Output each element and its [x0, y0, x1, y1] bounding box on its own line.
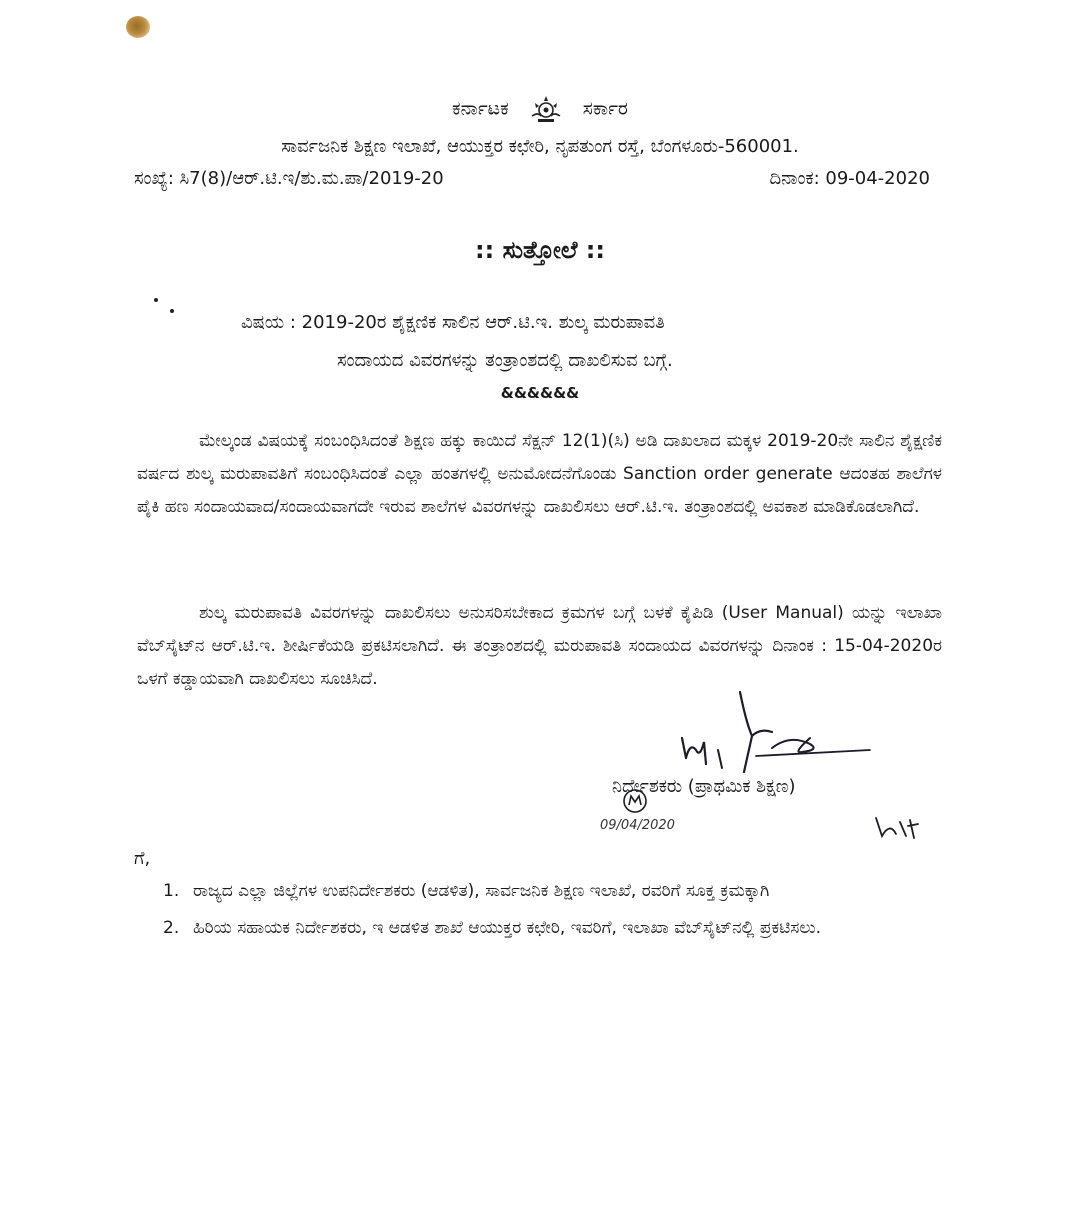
subject-line-2: ಸಂದಾಯದ ವಿವರಗಳನ್ನು ತಂತ್ರಾಂಶದಲ್ಲಿ ದಾಖಲಿಸುವ ಬಗ್ಗೆ.	[337, 350, 673, 371]
list-item-text: ಹಿರಿಯ ಸಹಾಯಕ ನಿರ್ದೇಶಕರು, ಇ ಆಡಳಿತ ಶಾಖೆ ಆಯುಕ್ತರ ಕಛೇರಿ, ಇವರಿಗೆ, ಇಲಾಖಾ ವೆಬ್‌ಸೈಟ್‌ನಲ್ಲಿ ಪ್ರಕಟಿಸಲು.	[193, 918, 822, 938]
signatory-title: ನಿರ್ದೇಶಕರು (ಪ್ರಾಥಮಿಕ ಶಿಕ್ಷಣ)	[612, 776, 796, 797]
gov-right-text: ಸರ್ಕಾರ	[582, 97, 628, 120]
body-paragraph-2: ಶುಲ್ಕ ಮರುಪಾವತಿ ವಿವರಗಳನ್ನು ದಾಖಲಿಸಲು ಅನುಸರಿಸಬೇಕಾದ ಕ್ರಮಗಳ ಬಗ್ಗೆ ಬಳಕೆ ಕೈಪಿಡಿ (User Manual) ಯನ್ನು ಇಲಾಖಾ ವೆಬ್‌ಸೈಟ್‌ನ ಆರ್.ಟಿ.ಇ. ಶೀರ್ಷಿಕೆಯಡಿ ಪ್ರಕಟಿಸಲಾಗಿದೆ. ಈ ತಂತ್ರಾಂಶದಲ್ಲಿ ಮರುಪಾವತಿ ಸಂದಾಯದ ವಿವರಗಳನ್ನು ದಿನಾಂಕ : 15-04-2020ರ ಒಳಗೆ ಕಡ್ಡಾಯವಾಗಿ ದಾಖಲಿಸಲು ಸೂಚಿಸಿದೆ.	[137, 603, 942, 689]
karnataka-emblem-icon	[529, 94, 563, 124]
list-item-number: 1.	[163, 881, 180, 901]
office-address: ಸಾರ್ವಜನಿಕ ಶಿಕ್ಷಣ ಇಲಾಖೆ, ಆಯುಕ್ತರ ಕಛೇರಿ, ನೃಪತುಂಗ ರಸ್ತೆ, ಬೆಂಗಳೂರು-560001.	[281, 136, 799, 157]
circular-title: :: ಸುತ್ತೋಲೆ ::	[475, 236, 605, 264]
reference-number: ಸಂಖ್ಯೆ: ಸಿ7(8)/ಆರ್.ಟಿ.ಇ/ಶು.ಮ.ಪಾ/2019-20	[134, 168, 444, 189]
list-item	[163, 875, 943, 908]
signature-date: 09/04/2020	[600, 818, 675, 833]
handwritten-initials	[872, 812, 922, 842]
gov-left-text: ಕರ್ನಾಟಕ	[452, 97, 509, 120]
section-separator: &&&&&&	[500, 384, 580, 402]
paper-stain	[126, 16, 150, 38]
handwritten-signature	[660, 672, 890, 782]
body-paragraph-1: ಮೇಲ್ಕಂಡ ವಿಷಯಕ್ಕೆ ಸಂಬಂಧಿಸಿದಂತೆ ಶಿಕ್ಷಣ ಹಕ್ಕು ಕಾಯಿದೆ ಸೆಕ್ಷನ್ 12(1)(ಸಿ) ಅಡಿ ದಾಖಲಾದ ಮಕ್ಕಳ 2019-20ನೇ ಸಾಲಿನ ಶೈಕ್ಷಣಿಕ ವರ್ಷದ ಶುಲ್ಕ ಮರುಪಾವತಿಗೆ ಸಂಬಂಧಿಸಿದಂತೆ ಎಲ್ಲಾ ಹಂತಗಳಲ್ಲಿ ಅನುಮೋದನೆಗೊಂಡು Sanction order generate ಆದಂತಹ ಶಾಲೆಗಳ ಪೈಕಿ ಹಣ ಸಂದಾಯವಾದ/ಸಂದಾಯವಾಗದೇ ಇರುವ ಶಾಲೆಗಳ ವಿವರಗಳನ್ನು ದಾಖಲಿಸಲು ಆರ್.ಟಿ.ಇ. ತಂತ್ರಾಂಶದಲ್ಲಿ ಅವಕಾಶ ಮಾಡಿಕೊಡಲಾಗಿದೆ.	[137, 431, 942, 517]
ink-dot	[170, 309, 174, 313]
recipients-list	[163, 875, 943, 949]
ink-dot	[154, 298, 158, 302]
subject-line-1: ವಿಷಯ : 2019-20ರ ಶೈಕ್ಷಣಿಕ ಸಾಲಿನ ಆರ್.ಟಿ.ಇ. ಶುಲ್ಕ ಮರುಪಾವತಿ	[241, 312, 665, 333]
government-line	[0, 94, 1080, 124]
list-item	[163, 912, 943, 945]
list-item-number: 2.	[163, 918, 180, 938]
recipients-label: ಗೆ,	[134, 848, 151, 869]
issue-date: ದಿನಾಂಕ: 09-04-2020	[769, 168, 930, 189]
list-item-text: ರಾಜ್ಯದ ಎಲ್ಲಾ ಜಿಲ್ಲೆಗಳ ಉಪನಿರ್ದೇಶಕರು (ಆಡಳಿತ), ಸಾರ್ವಜನಿಕ ಶಿಕ್ಷಣ ಇಲಾಖೆ, ರವರಿಗೆ ಸೂಕ್ತ ಕ್ರಮಕ್ಕಾಗಿ	[193, 881, 770, 901]
